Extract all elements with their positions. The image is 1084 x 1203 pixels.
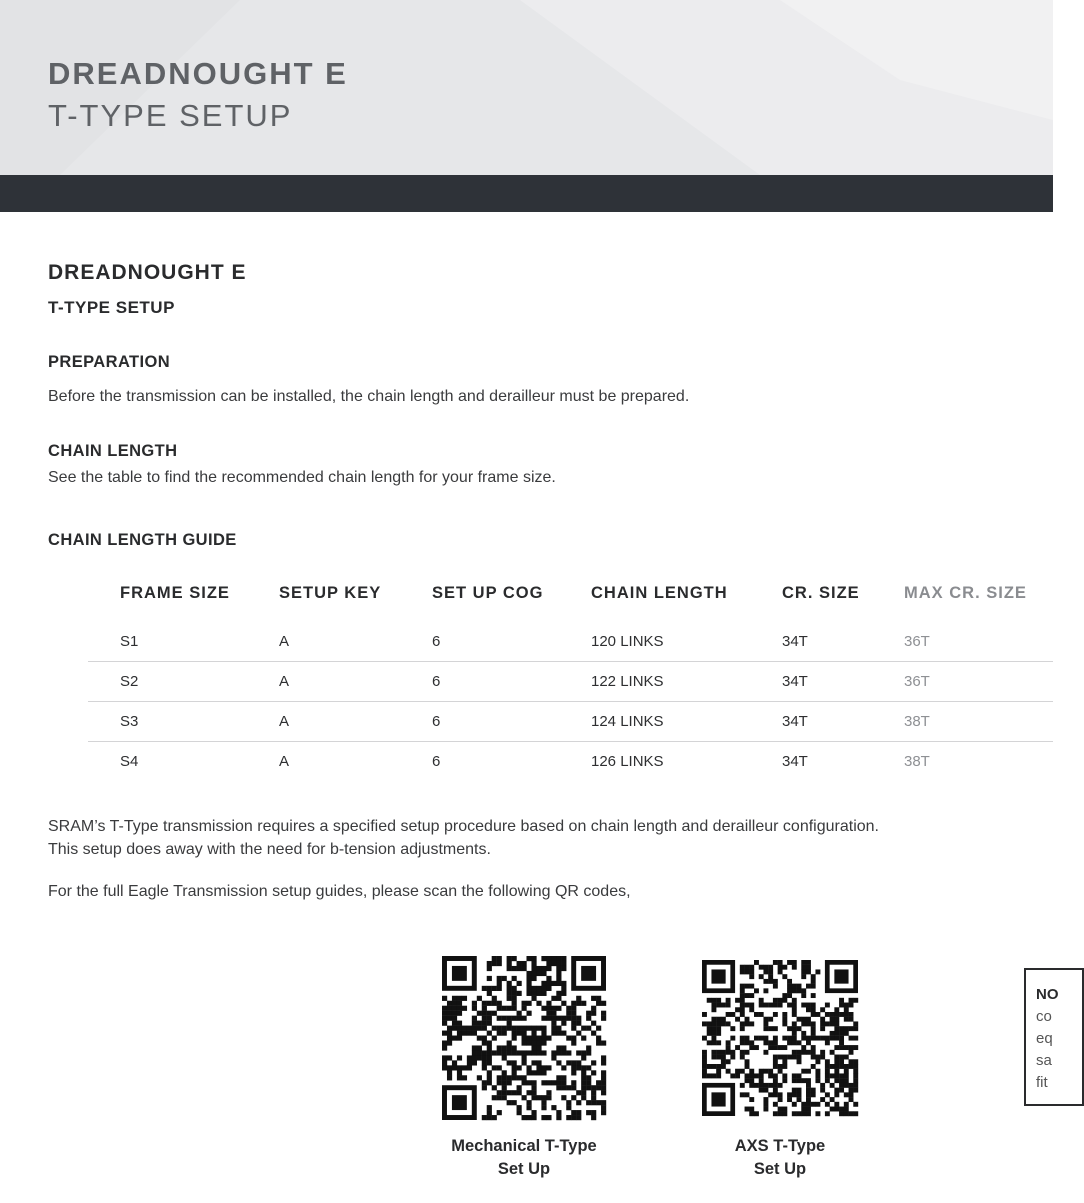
- t-type-description-line-1: SRAM’s T-Type transmission requires a specified setup procedure based on chain length and derailleur configuration.: [48, 818, 879, 835]
- cell-chain-length: 122 LINKS: [591, 673, 664, 690]
- table-row: [88, 741, 1053, 781]
- cell-setup-key: A: [279, 633, 290, 650]
- cell-frame-size: S4: [120, 753, 139, 770]
- cell-set-up-cog: 6: [432, 673, 441, 690]
- cell-max-cr-size: 36T: [904, 673, 930, 690]
- qr-code-icon: [702, 960, 858, 1116]
- note-line: sa: [1036, 1052, 1052, 1069]
- chain-length-guide-heading: CHAIN LENGTH GUIDE: [48, 531, 237, 549]
- page-title: DREADNOUGHT E: [48, 261, 247, 284]
- column-header-setup-key: SETUP KEY: [279, 584, 382, 602]
- chain-length-table: [88, 574, 1053, 781]
- table-row: [88, 701, 1053, 741]
- mechanical-qr-caption-line-2: Set Up: [497, 1160, 551, 1178]
- hero-title: DREADNOUGHT E: [48, 56, 348, 91]
- header-band: [0, 175, 1053, 212]
- preparation-text: Before the transmission can be installed, the chain length and derailleur must be prepared.: [48, 388, 690, 405]
- column-header-max-cr-size: MAX CR. SIZE: [904, 584, 1027, 602]
- note-line: eq: [1036, 1030, 1053, 1047]
- cell-set-up-cog: 6: [432, 633, 441, 650]
- note-box: [1024, 968, 1084, 1106]
- cell-chain-length: 120 LINKS: [591, 633, 664, 650]
- cell-set-up-cog: 6: [432, 753, 441, 770]
- mechanical-qr-code[interactable]: [442, 956, 606, 1125]
- cell-chain-length: 124 LINKS: [591, 713, 664, 730]
- column-header-chain-length: CHAIN LENGTH: [591, 584, 728, 602]
- mechanical-qr-caption: [414, 1135, 634, 1181]
- note-line: fit: [1036, 1074, 1048, 1091]
- cell-cr-size: 34T: [782, 753, 808, 770]
- chain-length-text: See the table to find the recommended chain length for your frame size.: [48, 469, 556, 486]
- t-type-description-line-2: This setup does away with the need for b-tension adjustments.: [48, 841, 491, 858]
- cell-setup-key: A: [279, 713, 290, 730]
- page-subtitle: T-TYPE SETUP: [48, 298, 175, 317]
- table-row: [88, 622, 1053, 661]
- cell-chain-length: 126 LINKS: [591, 753, 664, 770]
- cell-setup-key: A: [279, 753, 290, 770]
- axs-qr-caption: [670, 1135, 890, 1181]
- hero-banner: [0, 0, 1053, 175]
- chain-length-heading: CHAIN LENGTH: [48, 442, 178, 460]
- preparation-heading: PREPARATION: [48, 353, 171, 371]
- cell-max-cr-size: 36T: [904, 633, 930, 650]
- axs-qr-caption-line-2: Set Up: [753, 1160, 807, 1178]
- cell-cr-size: 34T: [782, 673, 808, 690]
- cell-cr-size: 34T: [782, 633, 808, 650]
- cell-frame-size: S3: [120, 713, 139, 730]
- hero-subtitle: T-TYPE SETUP: [48, 98, 293, 133]
- cell-frame-size: S1: [120, 633, 139, 650]
- axs-qr-caption-line-1: AXS T-Type: [734, 1137, 826, 1155]
- axs-qr-code[interactable]: [702, 960, 858, 1121]
- cell-max-cr-size: 38T: [904, 753, 930, 770]
- mechanical-qr-caption-line-1: Mechanical T-Type: [451, 1137, 597, 1155]
- qr-instructions: For the full Eagle Transmission setup guides, please scan the following QR codes,: [48, 883, 631, 900]
- cell-set-up-cog: 6: [432, 713, 441, 730]
- table-row: [88, 661, 1053, 701]
- qr-code-icon: [442, 956, 606, 1120]
- table-header: [88, 574, 1053, 622]
- note-line: NO: [1036, 986, 1059, 1003]
- cell-cr-size: 34T: [782, 713, 808, 730]
- column-header-cr-size: CR. SIZE: [782, 584, 860, 602]
- column-header-set-up-cog: SET UP COG: [432, 584, 544, 602]
- cell-frame-size: S2: [120, 673, 139, 690]
- cell-setup-key: A: [279, 673, 290, 690]
- note-line: co: [1036, 1008, 1052, 1025]
- cell-max-cr-size: 38T: [904, 713, 930, 730]
- column-header-frame-size: FRAME SIZE: [120, 584, 230, 602]
